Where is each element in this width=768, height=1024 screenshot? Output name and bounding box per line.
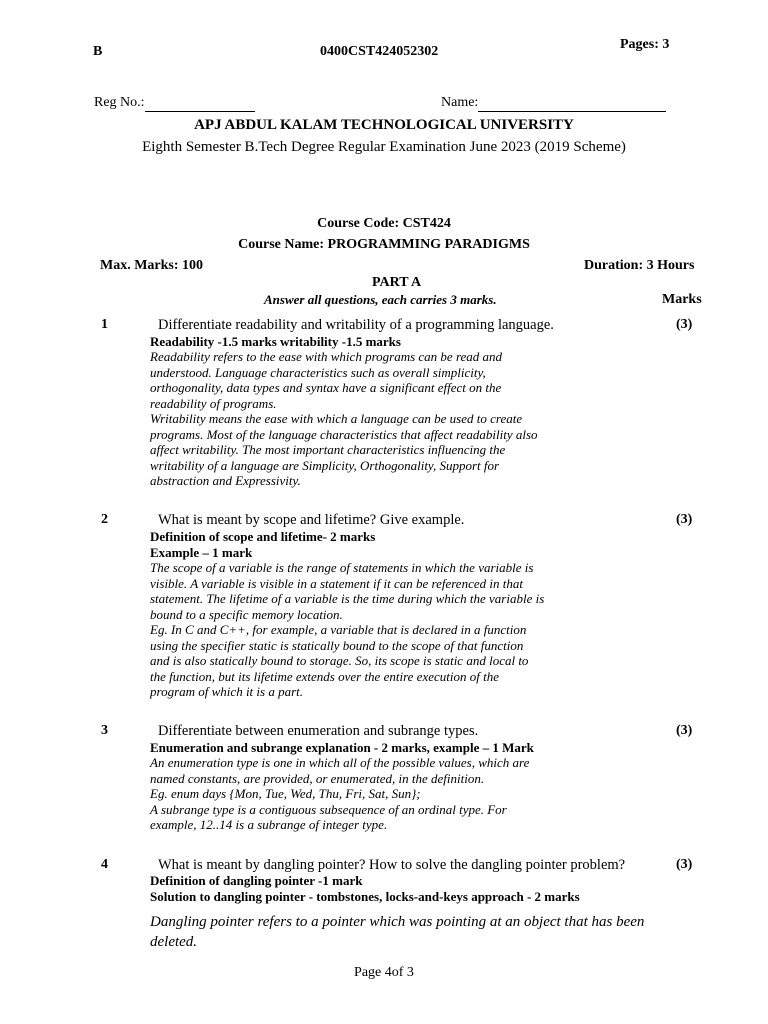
criteria-line: Enumeration and subrange explanation - 2 marks, example – 1 Mark — [150, 740, 534, 755]
instruction: Answer all questions, each carries 3 marks. — [264, 292, 497, 307]
answer-text — [150, 349, 538, 489]
answer-line: the function, but its lifetime extends over the entire execution of the — [150, 668, 499, 684]
answer-line: visible. A variable is visible in a statement if it can be referenced in that — [150, 575, 523, 591]
reg-no-field — [94, 95, 255, 112]
answer-line: readability of programs. — [150, 395, 277, 411]
answer-line: named constants, are provided, or enumerated, in the definition. — [150, 770, 485, 786]
answer-line: Readability refers to the ease with which programs can be read and — [150, 349, 503, 364]
answer-line: bound to a specific memory location. — [150, 606, 343, 622]
reg-no-label: Reg No.: — [94, 95, 145, 110]
reg-no-blank — [145, 95, 255, 112]
course-code: Course Code: CST424 — [317, 216, 451, 231]
answer-line: The scope of a variable is the range of statements in which the variable is — [150, 560, 534, 575]
answer-line: and is also statically bound to storage. So, its scope is static and local to — [150, 653, 529, 668]
answer-line: understood. Language characteristics such as overall simplicity, — [150, 364, 486, 380]
answer-line: An enumeration type is one in which all of the possible values, which are — [150, 755, 530, 770]
answer-line: writability of a language are Simplicity, Orthogonality, Support for — [150, 457, 500, 473]
name-blank — [478, 95, 666, 112]
answer-line: Dangling pointer refers to a pointer which was pointing at an object that has been — [150, 914, 645, 930]
criteria-line: Readability -1.5 marks writability -1.5 marks — [150, 334, 401, 349]
question-text: Differentiate between enumeration and subrange types. — [158, 723, 479, 739]
marking-criteria — [150, 873, 580, 904]
question-marks: (3) — [676, 512, 693, 527]
question-marks: (3) — [676, 857, 693, 872]
criteria-line: Definition of scope and lifetime- 2 marks — [150, 529, 376, 544]
page-count: Pages: 3 — [620, 37, 670, 52]
set-code: B — [93, 44, 103, 59]
marking-criteria — [150, 334, 401, 349]
answer-line: affect writability. The most important characteristics influencing the — [150, 442, 506, 457]
question-number: 2 — [101, 512, 108, 527]
marks-heading: Marks — [662, 292, 702, 307]
answer-line: deleted. — [150, 933, 198, 950]
criteria-line: Solution to dangling pointer - tombstones, locks-and-keys approach - 2 marks — [150, 889, 580, 904]
answer-line: program of which it is a part. — [150, 684, 304, 699]
answer-line: Eg. enum days {Mon, Tue, Wed, Thu, Fri, Sat, Sun}; — [150, 786, 421, 801]
answer-line: orthogonality, data types and syntax have a significant effect on the — [150, 380, 502, 395]
name-label: Name: — [441, 95, 479, 110]
university-name: APJ ABDUL KALAM TECHNOLOGICAL UNIVERSITY — [194, 117, 574, 133]
answer-text — [150, 560, 544, 700]
question-text: What is meant by dangling pointer? How to solve the dangling pointer problem? — [158, 857, 626, 873]
answer-line: using the specifier static is statically bound to the scope of that function — [150, 637, 524, 653]
page-footer: Page 4of 3 — [354, 965, 414, 980]
answer-text — [150, 755, 529, 833]
answer-line: programs. Most of the language characteristics that affect readability also — [150, 426, 538, 442]
answer-line: example, 12..14 is a subrange of integer type. — [150, 817, 388, 832]
answer-line: Writability means the ease with which a language can be used to create — [150, 411, 523, 426]
paper-code: 0400CST424052302 — [320, 44, 439, 59]
question-text: Differentiate readability and writability of a programming language. — [158, 317, 554, 333]
question-text: What is meant by scope and lifetime? Give example. — [158, 512, 465, 528]
part-heading: PART A — [372, 275, 422, 290]
question-number: 1 — [101, 317, 108, 332]
question-marks: (3) — [676, 317, 693, 332]
exam-title: Eighth Semester B.Tech Degree Regular Examination June 2023 (2019 Scheme) — [142, 139, 626, 155]
max-marks: Max. Marks: 100 — [100, 258, 204, 273]
answer-text — [150, 913, 644, 952]
answer-line: Eg. In C and C++, for example, a variable that is declared in a function — [150, 622, 527, 637]
marking-criteria — [150, 529, 375, 560]
course-name: Course Name: PROGRAMMING PARADIGMS — [238, 237, 530, 252]
marking-criteria — [150, 740, 534, 755]
duration: Duration: 3 Hours — [584, 258, 695, 273]
answer-line: A subrange type is a contiguous subsequence of an ordinal type. For — [150, 801, 507, 817]
criteria-line: Example – 1 mark — [150, 545, 253, 560]
criteria-line: Definition of dangling pointer -1 mark — [150, 873, 363, 888]
answer-line: statement. The lifetime of a variable is the time during which the variable is — [150, 591, 545, 606]
question-marks: (3) — [676, 723, 693, 738]
question-number: 4 — [101, 857, 108, 872]
answer-line: abstraction and Expressivity. — [150, 473, 301, 488]
question-number: 3 — [101, 723, 108, 738]
name-field — [441, 95, 666, 112]
